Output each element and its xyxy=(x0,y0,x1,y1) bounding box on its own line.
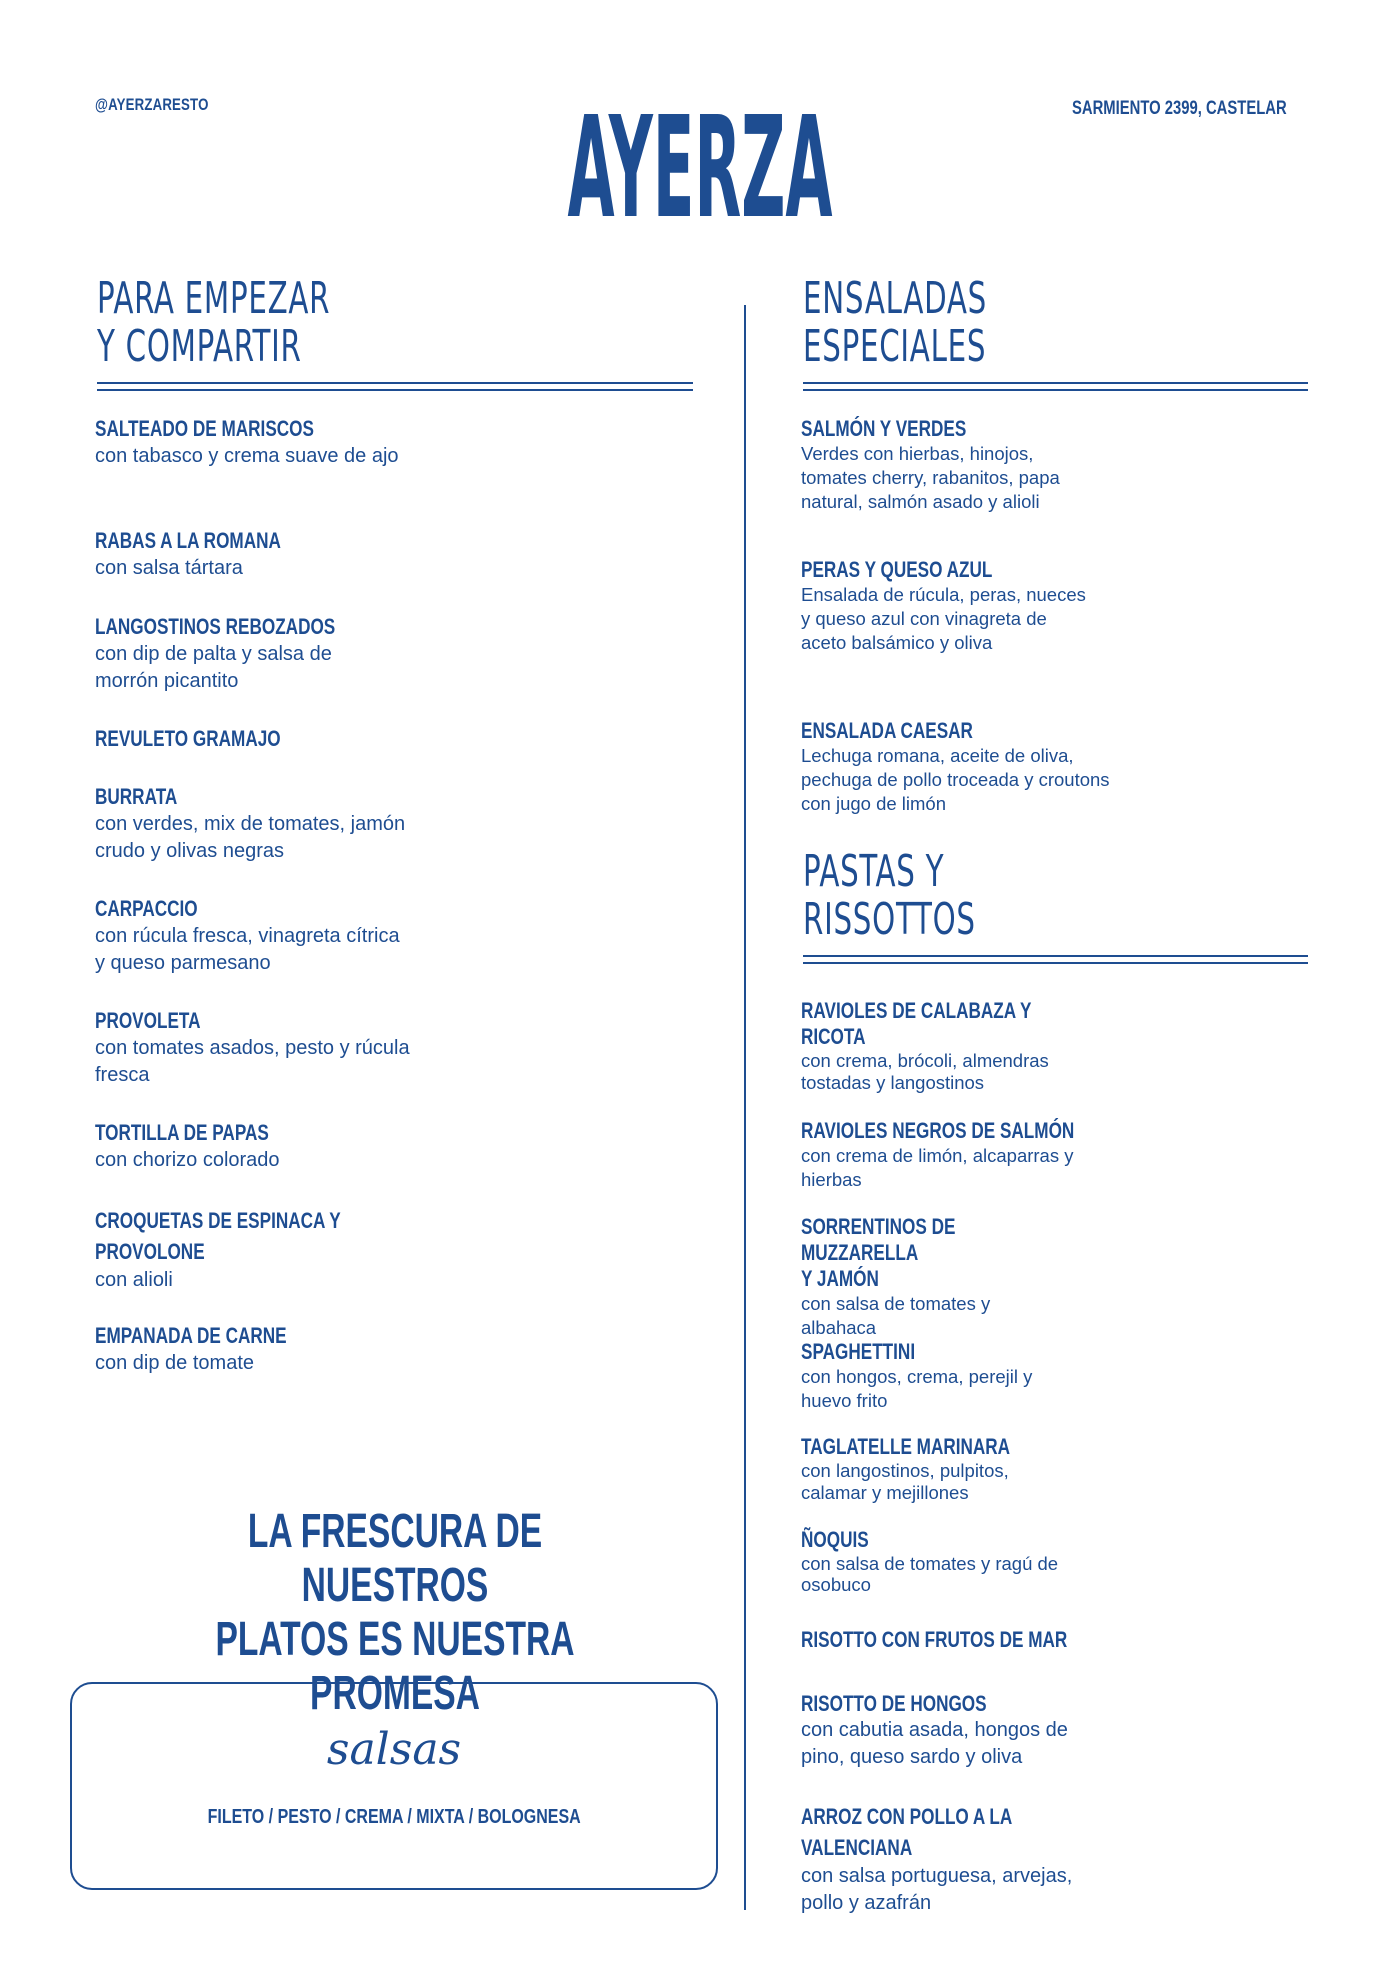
item-description: con verdes, mix de tomates, jamón crudo y olivas negras xyxy=(95,813,406,862)
menu-item xyxy=(801,1339,1071,1413)
salsas-title: salsas xyxy=(326,1724,462,1775)
item-name: ENSALADA CAESAR xyxy=(801,718,973,743)
menu-item xyxy=(95,1205,425,1294)
item-description: con salsa tártara xyxy=(95,557,243,579)
item-description: con hongos, crema, perejil y huevo frito xyxy=(801,1366,1033,1411)
menu-item xyxy=(801,1214,1041,1340)
item-name: SALTEADO DE MARISCOS xyxy=(95,416,314,441)
item-name: CARPACCIO xyxy=(95,896,198,921)
section-pastas xyxy=(803,848,1036,944)
item-description: con salsa portuguesa, arvejas, pollo y azafrán xyxy=(801,1865,1073,1914)
menu-item xyxy=(95,527,425,582)
menu-item xyxy=(801,1691,1101,1771)
section-rule xyxy=(803,382,1308,384)
item-name: RABAS A LA ROMANA xyxy=(95,528,281,553)
menu-item xyxy=(801,1118,1101,1192)
section-rule xyxy=(803,955,1308,957)
item-description: con alioli xyxy=(95,1269,173,1291)
menu-item xyxy=(95,613,395,695)
section-ensaladas xyxy=(803,275,1052,371)
brand-wordmark: AYERZA xyxy=(567,88,833,238)
item-name: LANGOSTINOS REBOZADOS xyxy=(95,614,336,639)
menu-item xyxy=(801,416,1101,514)
section-rule xyxy=(97,382,693,384)
item-name: SORRENTINOS DE MUZZARELLA Y JAMÓN xyxy=(801,1214,956,1291)
restaurant-address: SARMIENTO 2399, CASTELAR xyxy=(1072,98,1287,119)
section-title: PASTAS Y RISSOTTOS xyxy=(803,846,976,945)
item-description: con dip de tomate xyxy=(95,1352,254,1374)
item-description: con salsa de tomates y albahaca xyxy=(801,1293,991,1338)
menu-item xyxy=(801,718,1116,816)
menu-item xyxy=(95,895,415,977)
menu-item xyxy=(801,1527,1101,1595)
item-name: RISOTTO DE HONGOS xyxy=(801,1691,987,1716)
item-description: Lechuga romana, aceite de oliva, pechuga de pollo troceada y croutons con jugo de limón xyxy=(801,745,1110,814)
column-divider xyxy=(744,305,746,1910)
menu-item xyxy=(801,998,1101,1094)
item-description: Verdes con hierbas, hinojos, tomates cherry, rabanitos, papa natural, salmón asado y alioli xyxy=(801,443,1060,512)
menu-item xyxy=(801,1801,1101,1917)
item-description: con langostinos, pulpitos, calamar y mejillones xyxy=(801,1460,1009,1503)
item-name: TORTILLA DE PAPAS xyxy=(95,1120,269,1145)
menu-item xyxy=(95,415,425,470)
item-description: con cabutia asada, hongos de pino, queso sardo y oliva xyxy=(801,1719,1068,1768)
item-description: Ensalada de rúcula, peras, nueces y queso azul con vinagreta de aceto balsámico y oliva xyxy=(801,584,1086,653)
item-name: RISOTTO CON FRUTOS DE MAR xyxy=(801,1627,1068,1652)
menu-item xyxy=(801,1434,1071,1504)
menu-item xyxy=(801,1627,1131,1653)
item-description: con tomates asados, pesto y rúcula fresca xyxy=(95,1037,410,1086)
item-name: CROQUETAS DE ESPINACA Y PROVOLONE xyxy=(95,1208,341,1264)
menu-item xyxy=(801,557,1091,655)
item-name: ÑOQUIS xyxy=(801,1527,869,1552)
section-para-empezar xyxy=(97,275,412,371)
brand-logo xyxy=(560,88,840,238)
item-description: con crema de limón, alcaparras y hierbas xyxy=(801,1145,1074,1190)
instagram-handle: @AYERZARESTO xyxy=(95,95,209,114)
salsas-list-text: FILETO / PESTO / CREMA / MIXTA / BOLOGNESA xyxy=(207,1806,581,1828)
section-title: PARA EMPEZAR Y COMPARTIR xyxy=(97,273,331,372)
item-name: ARROZ CON POLLO A LA VALENCIANA xyxy=(801,1804,1013,1860)
item-name: EMPANADA DE CARNE xyxy=(95,1323,287,1348)
item-description: con chorizo colorado xyxy=(95,1149,280,1171)
salsas-box xyxy=(70,1682,718,1890)
item-description: con tabasco y crema suave de ajo xyxy=(95,445,399,467)
item-name: TAGLATELLE MARINARA xyxy=(801,1434,1011,1459)
item-name: SALMÓN Y VERDES xyxy=(801,416,967,441)
salsas-list xyxy=(72,1806,716,1829)
menu-item xyxy=(95,783,415,865)
item-name: PERAS Y QUESO AZUL xyxy=(801,557,993,582)
item-description: con rúcula fresca, vinagreta cítrica y queso parmesano xyxy=(95,925,400,974)
menu-item xyxy=(95,1119,425,1174)
menu-item xyxy=(95,1322,425,1377)
item-name: REVULETO GRAMAJO xyxy=(95,726,281,751)
item-description: con crema, brócoli, almendras tostadas y langostinos xyxy=(801,1050,1049,1093)
item-name: SPAGHETTINI xyxy=(801,1339,916,1364)
menu-item xyxy=(95,1007,415,1089)
section-title: ENSALADAS ESPECIALES xyxy=(803,273,988,372)
menu-item xyxy=(95,725,425,753)
item-description: con salsa de tomates y ragú de osobuco xyxy=(801,1553,1059,1595)
item-name: RAVIOLES DE CALABAZA Y RICOTA xyxy=(801,998,1032,1049)
item-description: con dip de palta y salsa de morrón picantito xyxy=(95,643,332,692)
item-name: PROVOLETA xyxy=(95,1008,201,1033)
item-name: BURRATA xyxy=(95,784,178,809)
promise-text: LA FRESCURA DE NUESTROS PLATOS ES NUESTRA PROMESA xyxy=(215,1505,575,1720)
item-name: RAVIOLES NEGROS DE SALMÓN xyxy=(801,1118,1075,1143)
